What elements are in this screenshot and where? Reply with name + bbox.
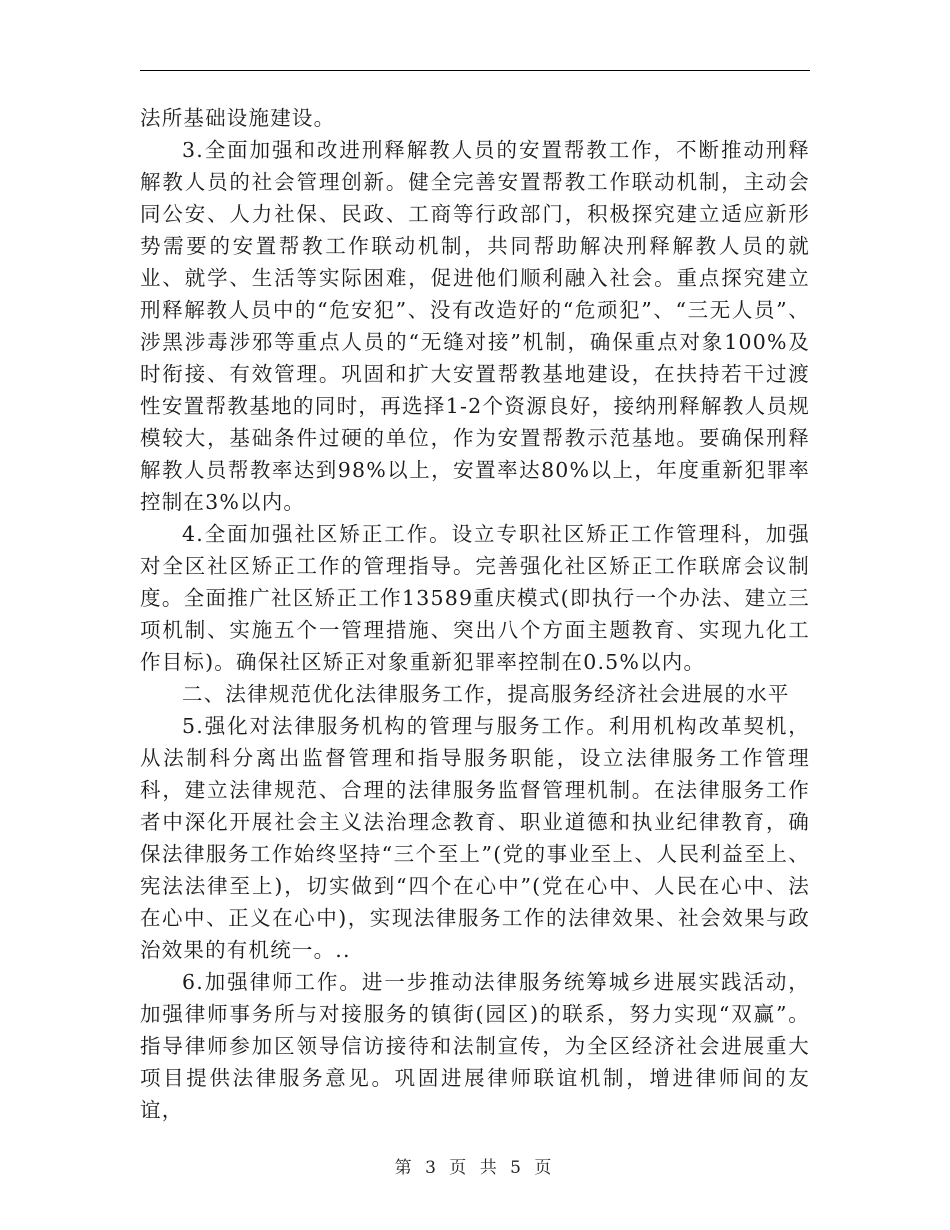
paragraph-item-4: 4.全面加强社区矫正工作。设立专职社区矫正工作管理科，加强对全区社区矫正工作的管理指导。完善强化社区矫正工作联席会议制度。全面推广社区矫正工作13589重庆模式(即执行一个办法、建立三项机制、实施五个一管理措施、突出八个方面主题教育、实现九化工作目标)。确保社区矫正对象重新犯罪率控制在0.5%以内。 xyxy=(140,522,810,674)
paragraph-item-3: 3.全面加强和改进刑释解教人员的安置帮教工作，不断推动刑释解教人员的社会管理创新。健全完善安置帮教工作联动机制，主动会同公安、人力社保、民政、工商等行政部门，积极探究建立适应新形势需要的安置帮教工作联动机制，共同帮助解决刑释解教人员的就业、就学、生活等实际困难，促进他们顺利融入社会。重点探究建立刑释解教人员中的“危安犯”、没有改造好的“危顽犯”、“三无人员”、涉黑涉毒涉邪等重点人员的“无缝对接”机制，确保重点对象100%及时衔接、有效管理。巩固和扩大安置帮教基地建设，在扶持若干过渡性安置帮教基地的同时，再选择1-2个资源良好，接纳刑释解教人员规模较大，基础条件过硬的单位，作为安置帮教示范基地。要确保刑释解教人员帮教率达到98%以上，安置率达80%以上，年度重新犯罪率控制在3%以内。 xyxy=(140,138,810,514)
paragraph-item-6: 6.加强律师工作。进一步推动法律服务统筹城乡进展实践活动，加强律师事务所与对接服务的镇街(园区)的联系，努力实现“双赢”。指导律师参加区领导信访接待和法制宣传，为全区经济社会进展重大项目提供法律服务意见。巩固进展律师联谊机制，增进律师间的友谊， xyxy=(140,970,810,1122)
section-heading-2: 二、法律规范优化法律服务工作，提高服务经济社会进展的水平 xyxy=(182,682,790,706)
header-rule xyxy=(140,70,810,71)
page-number-footer: 第 3 页 共 5 页 xyxy=(394,1158,556,1178)
document-body xyxy=(140,102,810,1126)
paragraph-continuation: 法所基础设施建设。 xyxy=(140,106,336,130)
paragraph-item-5: 5.强化对法律服务机构的管理与服务工作。利用机构改革契机，从法制科分离出监督管理和指导服务职能，设立法律服务工作管理科，建立法律规范、合理的法律服务监督管理机制。在法律服务工作者中深化开展社会主义法治理念教育、职业道德和执业纪律教育，确保法律服务工作始终坚持“三个至上”(党的事业至上、人民利益至上、宪法法律至上)，切实做到“四个在心中”(党在心中、人民在心中、法在心中、正义在心中)，实现法律服务工作的法律效果、社会效果与政治效果的有机统一。.. xyxy=(140,714,810,962)
